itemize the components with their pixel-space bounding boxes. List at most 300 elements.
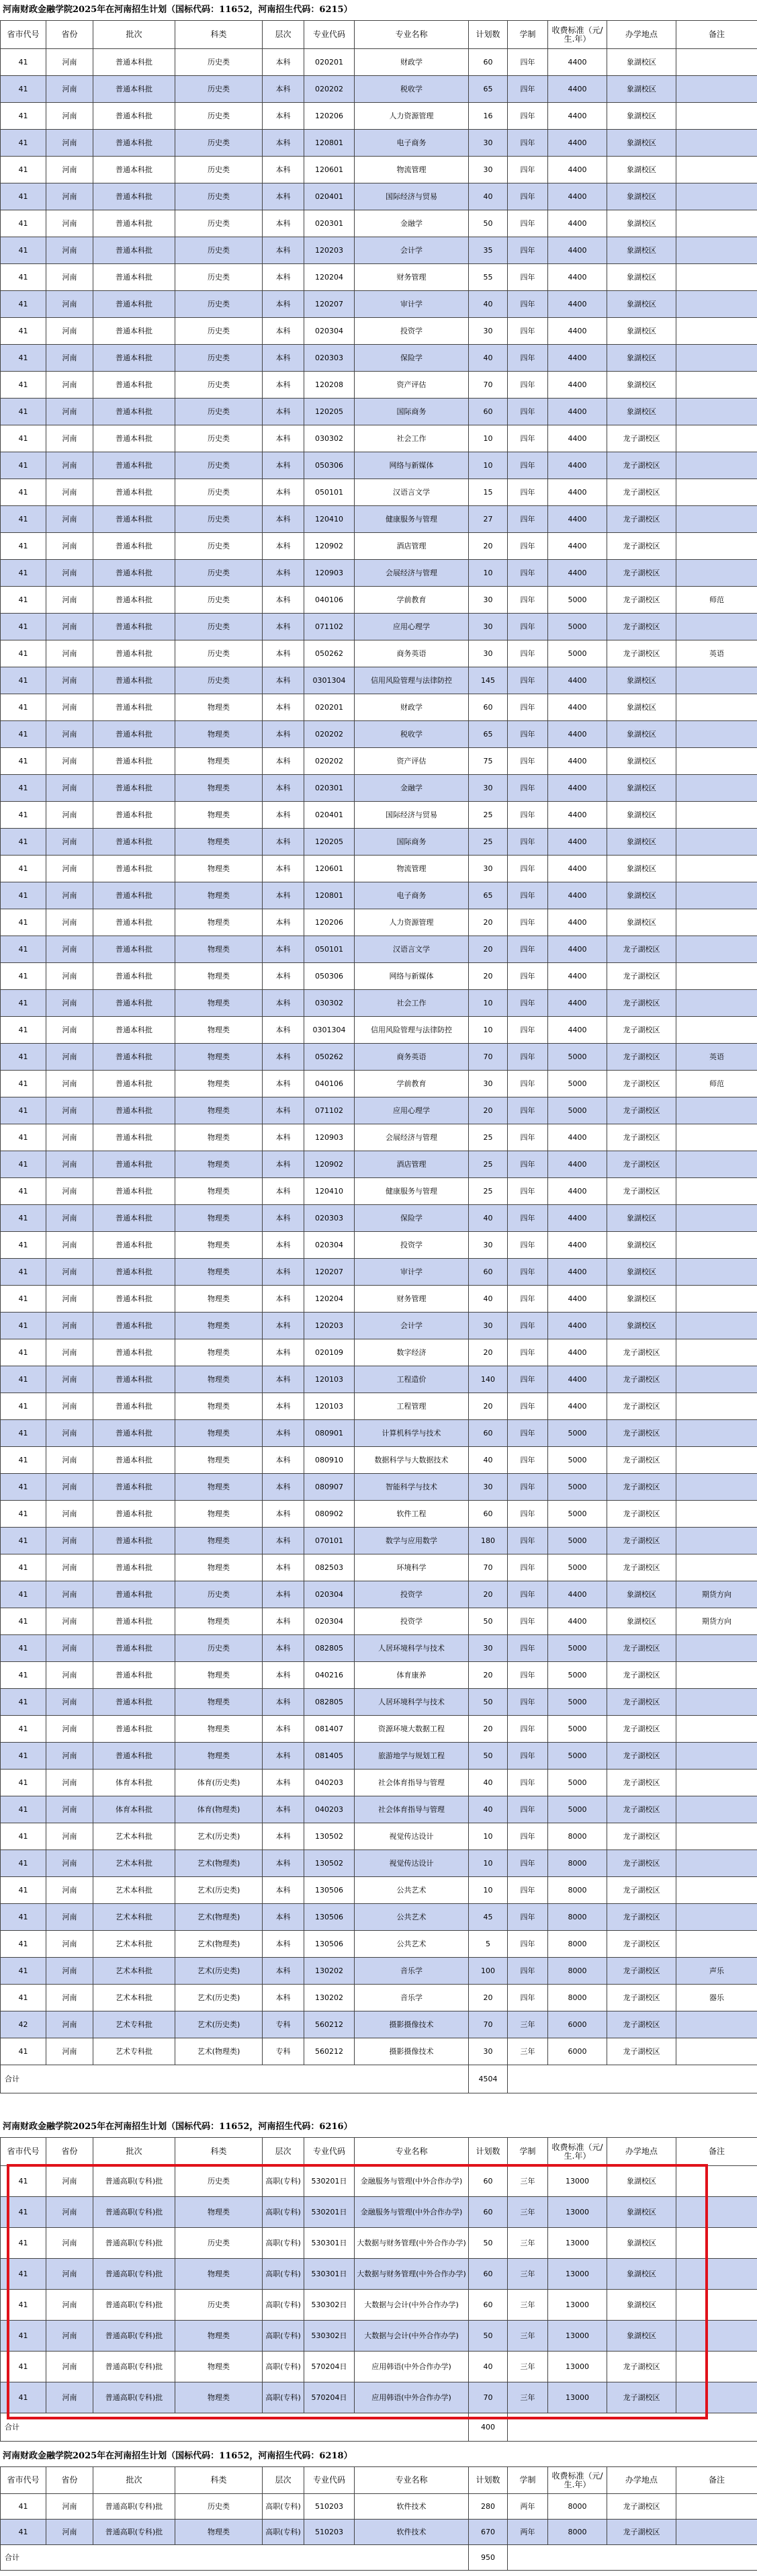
cell-level: 本科 — [263, 1716, 304, 1743]
cell-province: 河南 — [46, 1151, 93, 1178]
cell-province: 河南 — [46, 452, 93, 479]
cell-subject-type: 物理类 — [175, 1689, 263, 1716]
cell-batch: 普通本科批 — [93, 479, 175, 506]
cell-duration: 四年 — [508, 76, 548, 103]
cell-province: 河南 — [46, 2038, 93, 2065]
total-row — [1, 2545, 757, 2571]
cell-tuition: 4400 — [548, 963, 607, 990]
cell-duration: 四年 — [508, 1259, 548, 1286]
cell-batch: 普通本科批 — [93, 1608, 175, 1635]
cell-batch: 普通本科批 — [93, 802, 175, 829]
section-title: 河南财政金融学院2025年在河南招生计划（国标代码：11652，河南招生代码：6215） — [3, 5, 353, 15]
cell-major-name: 投资学 — [355, 1232, 469, 1259]
cell-batch: 普通本科批 — [93, 399, 175, 425]
cell-province-code: 41 — [1, 2494, 46, 2520]
cell-province-code: 41 — [1, 614, 46, 640]
table-row — [1, 640, 757, 667]
cell-province: 河南 — [46, 1178, 93, 1205]
table-row — [1, 210, 757, 237]
cell-level: 本科 — [263, 856, 304, 882]
cell-batch: 普通本科批 — [93, 748, 175, 775]
cell-campus: 龙子湖校区 — [607, 1877, 676, 1904]
cell-tuition: 5000 — [548, 1689, 607, 1716]
cell-level: 本科 — [263, 614, 304, 640]
cell-duration: 四年 — [508, 1017, 548, 1044]
cell-remark — [676, 49, 757, 76]
table-row — [1, 1716, 757, 1743]
cell-major-name: 资源环境大数据工程 — [355, 1716, 469, 1743]
table-row — [1, 1877, 757, 1904]
cell-batch: 艺术本科批 — [93, 1985, 175, 2011]
cell-level: 本科 — [263, 1796, 304, 1823]
cell-plan-count: 20 — [469, 533, 508, 560]
column-header-subject-type: 科类 — [175, 21, 263, 49]
table-row — [1, 425, 757, 452]
cell-major-code: 530301日 — [304, 2228, 355, 2259]
cell-major-name: 学前教育 — [355, 1071, 469, 1097]
cell-tuition: 4400 — [548, 560, 607, 587]
table-row — [1, 291, 757, 318]
cell-major-code: 120903 — [304, 1124, 355, 1151]
cell-campus: 龙子湖校区 — [607, 1393, 676, 1420]
table-row — [1, 506, 757, 533]
cell-batch: 普通本科批 — [93, 1097, 175, 1124]
cell-major-name: 数字经济 — [355, 1339, 469, 1366]
cell-campus: 龙子湖校区 — [607, 1904, 676, 1931]
cell-major-name: 人居环境科学与技术 — [355, 1689, 469, 1716]
cell-province-code: 41 — [1, 210, 46, 237]
cell-remark — [676, 291, 757, 318]
cell-plan-count: 20 — [469, 1716, 508, 1743]
cell-duration: 四年 — [508, 882, 548, 909]
cell-major-name: 社会工作 — [355, 990, 469, 1017]
cell-batch: 普通本科批 — [93, 425, 175, 452]
cell-major-code: 120801 — [304, 130, 355, 157]
cell-major-name: 环境科学 — [355, 1554, 469, 1581]
table-row — [1, 452, 757, 479]
cell-tuition: 4400 — [548, 802, 607, 829]
cell-subject-type: 体育(物理类) — [175, 1796, 263, 1823]
column-header-province: 省份 — [46, 2138, 93, 2166]
cell-campus: 龙子湖校区 — [607, 936, 676, 963]
cell-batch: 普通本科批 — [93, 264, 175, 291]
cell-province: 河南 — [46, 2197, 93, 2228]
cell-level: 本科 — [263, 237, 304, 264]
table-row — [1, 2166, 757, 2197]
cell-province: 河南 — [46, 2166, 93, 2197]
cell-province: 河南 — [46, 1474, 93, 1501]
cell-remark — [676, 318, 757, 345]
column-header-duration: 学制 — [508, 2138, 548, 2166]
cell-major-code: 040203 — [304, 1770, 355, 1796]
cell-plan-count: 30 — [469, 318, 508, 345]
cell-campus: 龙子湖校区 — [607, 1743, 676, 1770]
cell-province-code: 41 — [1, 1635, 46, 1662]
cell-major-name: 软件技术 — [355, 2520, 469, 2545]
cell-major-name: 物流管理 — [355, 856, 469, 882]
cell-subject-type: 历史类 — [175, 345, 263, 372]
cell-campus: 象湖校区 — [607, 856, 676, 882]
total-label: 合计 — [1, 2413, 469, 2442]
cell-province: 河南 — [46, 2228, 93, 2259]
cell-level: 本科 — [263, 802, 304, 829]
cell-remark — [676, 667, 757, 694]
cell-remark: 英语 — [676, 640, 757, 667]
cell-campus: 象湖校区 — [607, 2290, 676, 2321]
cell-province-code: 41 — [1, 1044, 46, 1071]
cell-major-name: 工程管理 — [355, 1393, 469, 1420]
cell-plan-count: 75 — [469, 748, 508, 775]
cell-batch: 普通高职(专科)批 — [93, 2166, 175, 2197]
table-row — [1, 1017, 757, 1044]
cell-duration: 两年 — [508, 2520, 548, 2545]
cell-remark — [676, 1743, 757, 1770]
cell-province: 河南 — [46, 183, 93, 210]
cell-duration: 四年 — [508, 1393, 548, 1420]
cell-duration: 四年 — [508, 479, 548, 506]
cell-batch: 普通本科批 — [93, 318, 175, 345]
cell-major-code: 130506 — [304, 1904, 355, 1931]
cell-tuition: 8000 — [548, 1877, 607, 1904]
cell-major-name: 国际商务 — [355, 829, 469, 856]
cell-campus: 象湖校区 — [607, 1286, 676, 1313]
cell-subject-type: 物理类 — [175, 1474, 263, 1501]
cell-remark: 期货方向 — [676, 1581, 757, 1608]
cell-level: 高职(专科) — [263, 2382, 304, 2413]
cell-subject-type: 历史类 — [175, 2290, 263, 2321]
cell-remark — [676, 1232, 757, 1259]
table-row — [1, 1770, 757, 1796]
cell-plan-count: 60 — [469, 2197, 508, 2228]
table-row — [1, 130, 757, 157]
cell-tuition: 4400 — [548, 372, 607, 399]
cell-major-code: 120203 — [304, 237, 355, 264]
cell-plan-count: 10 — [469, 1017, 508, 1044]
cell-level: 本科 — [263, 103, 304, 130]
cell-province: 河南 — [46, 130, 93, 157]
cell-campus: 象湖校区 — [607, 748, 676, 775]
cell-remark — [676, 1662, 757, 1689]
table-row — [1, 1447, 757, 1474]
cell-province-code: 41 — [1, 1205, 46, 1232]
cell-major-code: 570204日 — [304, 2382, 355, 2413]
cell-campus: 龙子湖校区 — [607, 614, 676, 640]
cell-subject-type: 物理类 — [175, 1554, 263, 1581]
cell-level: 高职(专科) — [263, 2259, 304, 2290]
cell-duration: 四年 — [508, 1877, 548, 1904]
table-row — [1, 345, 757, 372]
cell-major-code: 020303 — [304, 1205, 355, 1232]
table-row — [1, 560, 757, 587]
cell-major-name: 汉语言文学 — [355, 479, 469, 506]
cell-province-code: 41 — [1, 2166, 46, 2197]
cell-tuition: 5000 — [548, 614, 607, 640]
cell-province-code: 41 — [1, 2352, 46, 2382]
cell-major-name: 人力资源管理 — [355, 909, 469, 936]
table-row — [1, 1151, 757, 1178]
cell-level: 本科 — [263, 1259, 304, 1286]
cell-campus: 龙子湖校区 — [607, 533, 676, 560]
cell-remark: 师范 — [676, 1071, 757, 1097]
cell-batch: 普通本科批 — [93, 237, 175, 264]
cell-major-code: 120205 — [304, 399, 355, 425]
cell-tuition: 8000 — [548, 1931, 607, 1958]
cell-province: 河南 — [46, 1958, 93, 1985]
cell-level: 本科 — [263, 1393, 304, 1420]
cell-major-code: 020304 — [304, 318, 355, 345]
cell-campus: 龙子湖校区 — [607, 1635, 676, 1662]
cell-tuition: 4400 — [548, 1151, 607, 1178]
table-row — [1, 1904, 757, 1931]
cell-province-code: 41 — [1, 1554, 46, 1581]
column-header-campus: 办学地点 — [607, 2467, 676, 2494]
cell-subject-type: 物理类 — [175, 1366, 263, 1393]
cell-campus: 龙子湖校区 — [607, 1662, 676, 1689]
cell-plan-count: 35 — [469, 237, 508, 264]
cell-province: 河南 — [46, 1581, 93, 1608]
cell-major-code: 040216 — [304, 1662, 355, 1689]
cell-major-code: 120902 — [304, 533, 355, 560]
cell-batch: 普通本科批 — [93, 909, 175, 936]
cell-province-code: 41 — [1, 2038, 46, 2065]
table-row — [1, 1313, 757, 1339]
cell-batch: 普通本科批 — [93, 1447, 175, 1474]
cell-level: 本科 — [263, 1017, 304, 1044]
cell-major-name: 公共艺术 — [355, 1904, 469, 1931]
cell-campus: 龙子湖校区 — [607, 1528, 676, 1554]
cell-campus: 象湖校区 — [607, 2321, 676, 2352]
cell-major-name: 财务管理 — [355, 1286, 469, 1313]
cell-remark — [676, 1393, 757, 1420]
table-row — [1, 1420, 757, 1447]
cell-major-code: 130502 — [304, 1850, 355, 1877]
cell-duration: 三年 — [508, 2228, 548, 2259]
cell-subject-type: 物理类 — [175, 1743, 263, 1770]
cell-batch: 普通本科批 — [93, 1581, 175, 1608]
cell-level: 本科 — [263, 1635, 304, 1662]
cell-batch: 艺术本科批 — [93, 1931, 175, 1958]
total-label: 合计 — [1, 2065, 469, 2093]
cell-province-code: 42 — [1, 2011, 46, 2038]
cell-tuition: 4400 — [548, 990, 607, 1017]
cell-province: 河南 — [46, 694, 93, 721]
table-row — [1, 1286, 757, 1313]
cell-campus: 龙子湖校区 — [607, 1097, 676, 1124]
cell-campus: 龙子湖校区 — [607, 1796, 676, 1823]
cell-major-code: 120601 — [304, 856, 355, 882]
cell-major-code: 570204日 — [304, 2352, 355, 2382]
cell-province-code: 41 — [1, 694, 46, 721]
cell-tuition: 5000 — [548, 1501, 607, 1528]
cell-tuition: 13000 — [548, 2382, 607, 2413]
cell-province-code: 41 — [1, 721, 46, 748]
cell-major-name: 社会体育指导与管理 — [355, 1770, 469, 1796]
cell-duration: 四年 — [508, 1554, 548, 1581]
cell-batch: 艺术本科批 — [93, 1877, 175, 1904]
cell-duration: 四年 — [508, 909, 548, 936]
cell-province-code: 41 — [1, 963, 46, 990]
cell-tuition: 8000 — [548, 1904, 607, 1931]
cell-major-name: 社会体育指导与管理 — [355, 1796, 469, 1823]
cell-tuition: 4400 — [548, 1286, 607, 1313]
cell-major-name: 人力资源管理 — [355, 103, 469, 130]
cell-major-name: 数据科学与大数据技术 — [355, 1447, 469, 1474]
cell-subject-type: 历史类 — [175, 506, 263, 533]
table-row — [1, 694, 757, 721]
cell-tuition: 4400 — [548, 1339, 607, 1366]
cell-duration: 四年 — [508, 1689, 548, 1716]
cell-subject-type: 物理类 — [175, 2520, 263, 2545]
cell-duration: 四年 — [508, 1205, 548, 1232]
cell-major-code: 130202 — [304, 1958, 355, 1985]
cell-major-name: 酒店管理 — [355, 1151, 469, 1178]
cell-plan-count: 60 — [469, 399, 508, 425]
cell-level: 本科 — [263, 399, 304, 425]
cell-batch: 普通本科批 — [93, 1259, 175, 1286]
cell-batch: 普通本科批 — [93, 1313, 175, 1339]
cell-duration: 四年 — [508, 291, 548, 318]
cell-tuition: 5000 — [548, 1796, 607, 1823]
column-header-subject-type: 科类 — [175, 2138, 263, 2166]
cell-major-name: 税收学 — [355, 76, 469, 103]
cell-duration: 三年 — [508, 2166, 548, 2197]
cell-province: 河南 — [46, 856, 93, 882]
cell-campus: 龙子湖校区 — [607, 452, 676, 479]
cell-batch: 普通本科批 — [93, 1124, 175, 1151]
cell-major-name: 应用韩语(中外合作办学) — [355, 2352, 469, 2382]
cell-remark — [676, 1097, 757, 1124]
cell-campus: 象湖校区 — [607, 76, 676, 103]
cell-province: 河南 — [46, 1393, 93, 1420]
cell-province-code: 41 — [1, 1581, 46, 1608]
table-row — [1, 856, 757, 882]
cell-major-code: 120204 — [304, 264, 355, 291]
cell-level: 本科 — [263, 1420, 304, 1447]
cell-tuition: 4400 — [548, 183, 607, 210]
cell-duration: 三年 — [508, 2321, 548, 2352]
cell-tuition: 4400 — [548, 1124, 607, 1151]
cell-province: 河南 — [46, 399, 93, 425]
cell-major-code: 120207 — [304, 291, 355, 318]
cell-batch: 普通本科批 — [93, 210, 175, 237]
table-row — [1, 936, 757, 963]
cell-remark — [676, 2321, 757, 2352]
cell-duration: 四年 — [508, 1313, 548, 1339]
table-row — [1, 1259, 757, 1286]
cell-level: 本科 — [263, 533, 304, 560]
cell-campus: 龙子湖校区 — [607, 2011, 676, 2038]
cell-subject-type: 历史类 — [175, 264, 263, 291]
cell-level: 本科 — [263, 157, 304, 183]
cell-province-code: 41 — [1, 1528, 46, 1554]
cell-duration: 四年 — [508, 990, 548, 1017]
cell-province: 河南 — [46, 1447, 93, 1474]
cell-major-code: 020401 — [304, 802, 355, 829]
cell-province-code: 41 — [1, 882, 46, 909]
cell-major-name: 大数据与会计(中外合作办学) — [355, 2290, 469, 2321]
cell-plan-count: 40 — [469, 1286, 508, 1313]
cell-province-code: 41 — [1, 640, 46, 667]
cell-batch: 普通本科批 — [93, 882, 175, 909]
cell-duration: 三年 — [508, 2259, 548, 2290]
cell-subject-type: 物理类 — [175, 1286, 263, 1313]
cell-plan-count: 10 — [469, 452, 508, 479]
cell-duration: 四年 — [508, 49, 548, 76]
cell-tuition: 4400 — [548, 1581, 607, 1608]
cell-province-code: 41 — [1, 1716, 46, 1743]
cell-major-code: 120205 — [304, 829, 355, 856]
cell-campus: 龙子湖校区 — [607, 963, 676, 990]
cell-plan-count: 70 — [469, 1554, 508, 1581]
cell-major-name: 软件工程 — [355, 1501, 469, 1528]
cell-plan-count: 40 — [469, 1770, 508, 1796]
cell-batch: 普通本科批 — [93, 963, 175, 990]
cell-batch: 艺术专科批 — [93, 2038, 175, 2065]
cell-subject-type: 历史类 — [175, 560, 263, 587]
cell-tuition: 13000 — [548, 2228, 607, 2259]
cell-duration: 四年 — [508, 1178, 548, 1205]
cell-subject-type: 历史类 — [175, 2228, 263, 2259]
cell-major-name: 人居环境科学与技术 — [355, 1635, 469, 1662]
cell-tuition: 4400 — [548, 775, 607, 802]
cell-subject-type: 物理类 — [175, 1071, 263, 1097]
table-row — [1, 237, 757, 264]
cell-duration: 四年 — [508, 1232, 548, 1259]
cell-remark — [676, 721, 757, 748]
cell-subject-type: 历史类 — [175, 1581, 263, 1608]
cell-province: 河南 — [46, 2382, 93, 2413]
cell-duration: 四年 — [508, 640, 548, 667]
cell-remark — [676, 909, 757, 936]
cell-major-code: 020202 — [304, 76, 355, 103]
cell-batch: 普通本科批 — [93, 829, 175, 856]
cell-major-code: 071102 — [304, 614, 355, 640]
cell-batch: 普通本科批 — [93, 856, 175, 882]
column-header-major-name: 专业名称 — [355, 2138, 469, 2166]
cell-subject-type: 历史类 — [175, 2494, 263, 2520]
cell-subject-type: 物理类 — [175, 2352, 263, 2382]
cell-level: 本科 — [263, 1232, 304, 1259]
cell-subject-type: 物理类 — [175, 2321, 263, 2352]
cell-level: 本科 — [263, 694, 304, 721]
cell-subject-type: 艺术(物理类) — [175, 1904, 263, 1931]
cell-province: 河南 — [46, 1232, 93, 1259]
cell-province: 河南 — [46, 1554, 93, 1581]
cell-plan-count: 65 — [469, 721, 508, 748]
cell-province: 河南 — [46, 1877, 93, 1904]
cell-major-name: 摄影摄像技术 — [355, 2038, 469, 2065]
cell-province: 河南 — [46, 1286, 93, 1313]
cell-tuition: 4400 — [548, 909, 607, 936]
cell-province-code: 41 — [1, 2259, 46, 2290]
cell-remark — [676, 2290, 757, 2321]
cell-level: 本科 — [263, 1554, 304, 1581]
cell-remark — [676, 1124, 757, 1151]
cell-remark — [676, 856, 757, 882]
table-row — [1, 748, 757, 775]
cell-level: 本科 — [263, 1044, 304, 1071]
cell-remark — [676, 452, 757, 479]
cell-tuition: 4400 — [548, 667, 607, 694]
cell-province: 河南 — [46, 1124, 93, 1151]
cell-subject-type: 物理类 — [175, 1501, 263, 1528]
cell-province-code: 41 — [1, 291, 46, 318]
cell-major-name: 旅游地学与规划工程 — [355, 1743, 469, 1770]
cell-plan-count: 40 — [469, 1796, 508, 1823]
cell-subject-type: 历史类 — [175, 614, 263, 640]
cell-province: 河南 — [46, 1097, 93, 1124]
cell-province-code: 41 — [1, 1259, 46, 1286]
